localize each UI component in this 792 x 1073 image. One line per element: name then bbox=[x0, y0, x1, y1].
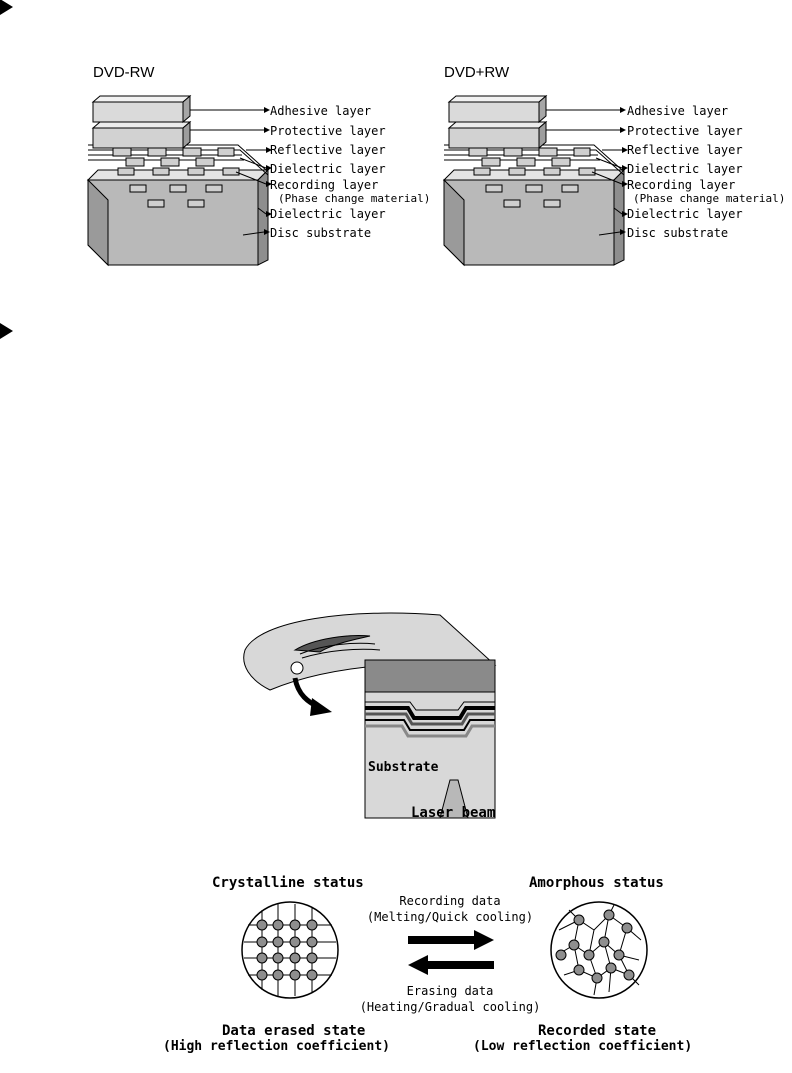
crystalline-lattice-diagram bbox=[240, 900, 340, 1000]
dvd-plus-rw-recording-label: Recording layer bbox=[627, 178, 736, 192]
dvd-plus-rw-adhesive-label: Adhesive layer bbox=[627, 104, 729, 118]
disc-cross-section-diagram bbox=[240, 610, 540, 830]
recording-arrow-icon bbox=[408, 930, 498, 950]
erasing-data-method: (Heating/Gradual cooling) bbox=[359, 1000, 541, 1014]
data-erased-state-reflection: (High reflection coefficient) bbox=[163, 1039, 390, 1054]
dvd-rw-recording-label: Recording layer bbox=[270, 178, 379, 192]
recording-data-method: (Melting/Quick cooling) bbox=[366, 910, 534, 924]
dvd-plus-rw-phase-change-label: (Phase change material) bbox=[633, 192, 786, 205]
laser-beam-label: Laser beam bbox=[411, 805, 496, 821]
erasing-data-label: Erasing data bbox=[406, 984, 494, 998]
dvd-plus-rw-protective-label: Protective layer bbox=[627, 124, 743, 138]
dvd-plus-rw-dielectric-label-2: Dielectric layer bbox=[627, 207, 743, 221]
recorded-state-title: Recorded state bbox=[538, 1023, 657, 1039]
amorphous-network-diagram bbox=[549, 900, 649, 1000]
substrate-label: Substrate bbox=[368, 760, 439, 775]
recorded-state-reflection: (Low reflection coefficient) bbox=[473, 1039, 693, 1054]
dvd-rw-title: DVD-RW bbox=[93, 64, 155, 81]
dvd-rw-protective-label: Protective layer bbox=[270, 124, 386, 138]
dvd-plus-rw-title: DVD+RW bbox=[444, 64, 510, 81]
crystalline-status-title: Crystalline status bbox=[212, 875, 364, 891]
dvd-rw-phase-change-label: (Phase change material) bbox=[278, 192, 431, 205]
erasing-arrow-icon bbox=[408, 955, 498, 975]
dvd-rw-adhesive-label: Adhesive layer bbox=[270, 104, 372, 118]
dvd-rw-substrate-label: Disc substrate bbox=[270, 226, 372, 240]
dvd-rw-dielectric-label: Dielectric layer bbox=[270, 162, 386, 176]
data-erased-state-title: Data erased state bbox=[222, 1023, 366, 1039]
recording-data-label: Recording data bbox=[399, 894, 501, 908]
dvd-plus-rw-dielectric-label: Dielectric layer bbox=[627, 162, 743, 176]
dvd-plus-rw-substrate-label: Disc substrate bbox=[627, 226, 729, 240]
dvd-plus-rw-reflective-label: Reflective layer bbox=[627, 143, 743, 157]
amorphous-status-title: Amorphous status bbox=[529, 875, 664, 891]
dvd-rw-dielectric-label-2: Dielectric layer bbox=[270, 207, 386, 221]
dvd-rw-reflective-label: Reflective layer bbox=[270, 143, 386, 157]
bullet-arrow-icon bbox=[0, 0, 13, 15]
bullet-arrow-icon bbox=[0, 323, 13, 339]
